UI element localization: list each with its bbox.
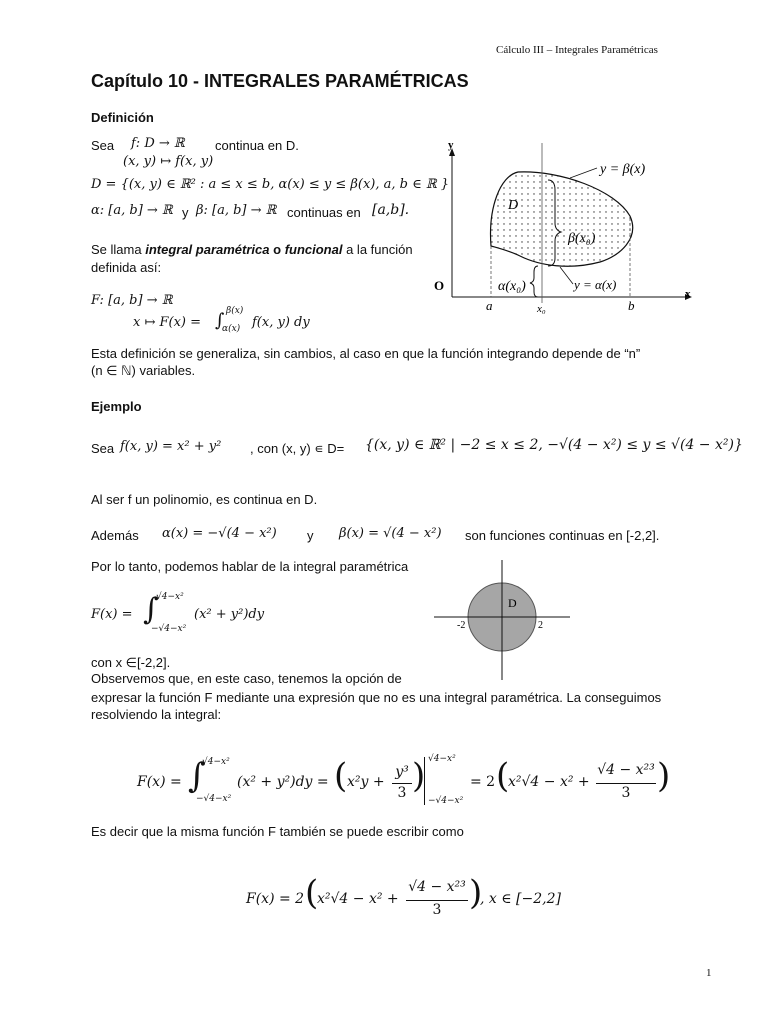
alpha-def: α(x) = −√(4 − x²) bbox=[162, 526, 277, 541]
big-lower: −√4−x² bbox=[196, 794, 232, 804]
a-label: a bbox=[486, 298, 493, 313]
res-frac-bar bbox=[596, 783, 656, 784]
def-para-post: a la función bbox=[346, 242, 413, 257]
y-connector: y bbox=[307, 528, 314, 543]
region-diagram bbox=[430, 138, 710, 318]
big-F-lhs: F(x) = bbox=[137, 774, 182, 790]
big-lparen: ( bbox=[334, 756, 348, 796]
def-alpha-map: α: [a, b] → ℝ bbox=[91, 203, 173, 218]
page-number: 1 bbox=[706, 967, 712, 979]
def-interval: [a,b]. bbox=[372, 202, 410, 218]
beta-x0-label: β(x₀) bbox=[568, 231, 596, 246]
term-funcional: funcional bbox=[284, 242, 343, 257]
def-paragraph bbox=[91, 241, 413, 258]
beta-pointer bbox=[570, 168, 597, 178]
def-sea: Sea bbox=[91, 138, 115, 153]
eval-bar bbox=[424, 757, 425, 805]
F-integrand: f(x, y) dy bbox=[252, 315, 310, 330]
def-continuas: continuas en bbox=[287, 205, 361, 220]
res-num: √4 − x²³ bbox=[597, 762, 655, 778]
F-lower-limit: α(x) bbox=[222, 324, 241, 334]
term-integral-parametrica: integral paramétrica bbox=[145, 242, 270, 257]
big-rparen: ) bbox=[412, 756, 426, 796]
b-label: b bbox=[628, 298, 635, 313]
big-paren-a: x²y + bbox=[347, 774, 385, 790]
ademas: Además bbox=[91, 528, 139, 543]
disk-diagram bbox=[432, 558, 572, 682]
integral-sign: ∫ bbox=[215, 310, 225, 331]
pos2-label: 2 bbox=[538, 620, 543, 631]
obs-line3: resolviendo la integral: bbox=[91, 707, 222, 722]
example-set: {(x, y) ∈ ℝ² | −2 ≤ x ≤ 2, −√(4 − x²) ≤ y ≤ √(4 − x²)} bbox=[365, 437, 743, 453]
y-axis-label: y bbox=[448, 139, 454, 151]
final-a: x²√4 − x² + bbox=[317, 891, 399, 907]
es-decir: Es decir que la misma función F también se puede escribir como bbox=[91, 824, 464, 839]
big-integrand: (x² + y²)dy = bbox=[237, 774, 329, 790]
final-den: 3 bbox=[432, 902, 442, 918]
x-axis-label: x bbox=[685, 288, 691, 300]
big-integral-sign: ∫ bbox=[188, 756, 206, 796]
def-domain: D = {(x, y) ∈ ℝ² : a ≤ x ≤ b, α(x) ≤ y ≤ β(x), a, b ∈ ℝ } bbox=[91, 177, 450, 192]
def-continua: continua en D. bbox=[215, 138, 299, 153]
generalization-line1: Esta definición se generaliza, sin cambios, al caso en que la función integrando depende de “n” bbox=[91, 346, 641, 361]
F-map: F: [a, b] → ℝ bbox=[91, 293, 173, 308]
final-rparen: ) bbox=[469, 873, 483, 913]
example-f: f(x, y) = x² + y² bbox=[120, 439, 222, 454]
def-para-pre: Se llama bbox=[91, 242, 142, 257]
origin-label: O bbox=[434, 278, 445, 293]
obs-line2: expresar la función F mediante una expresión que no es una integral paramétrica. La conseguimos bbox=[91, 690, 662, 705]
big-upper: √4−x² bbox=[202, 757, 230, 767]
alpha-x0-label: α(x₀) bbox=[498, 279, 526, 294]
example-heading: Ejemplo bbox=[91, 399, 142, 414]
beta-def: β(x) = √(4 − x²) bbox=[339, 526, 442, 541]
final-tail: , x ∈ [−2,2] bbox=[480, 891, 561, 907]
eval-lower: −√4−x² bbox=[428, 796, 464, 806]
running-header: Cálculo III – Integrales Paramétricas bbox=[496, 44, 658, 56]
example-sea: Sea bbox=[91, 441, 115, 456]
big-three: 3 bbox=[397, 785, 407, 801]
continuas-text: son funciones continuas en [-2,2]. bbox=[465, 528, 660, 543]
big-y3: y³ bbox=[395, 764, 409, 780]
example-integrand: (x² + y²)dy bbox=[194, 607, 265, 622]
example-lower: −√4−x² bbox=[151, 624, 187, 634]
definition-heading: Definición bbox=[91, 110, 154, 125]
F-def-lhs: x ↦ F(x) = bbox=[133, 315, 202, 330]
res-a: x²√4 − x² + bbox=[508, 774, 590, 790]
alpha-pointer bbox=[560, 267, 573, 284]
def-map: f: D → ℝ bbox=[131, 136, 185, 151]
example-F-lhs: F(x) = bbox=[91, 607, 133, 622]
alpha-curve-label: y = α(x) bbox=[574, 277, 617, 292]
obs-line1: Observemos que, en este caso, tenemos la opción de bbox=[91, 671, 402, 686]
x0-label: x₀ bbox=[537, 303, 546, 315]
F-upper-limit: β(x) bbox=[226, 306, 244, 316]
final-lparen: ( bbox=[305, 873, 319, 913]
def-beta-map: β: [a, b] → ℝ bbox=[196, 203, 277, 218]
example-integral-sign: ∫ bbox=[143, 592, 159, 627]
eval-upper: √4−x² bbox=[428, 754, 456, 764]
final-num: √4 − x²³ bbox=[408, 879, 466, 895]
example-upper: √4−x² bbox=[156, 592, 184, 602]
big-frac-bar bbox=[392, 783, 412, 784]
neg2-label: -2 bbox=[457, 620, 466, 631]
disk-label: D bbox=[508, 596, 517, 610]
res-den: 3 bbox=[621, 785, 631, 801]
por-lo-tanto: Por lo tanto, podemos hablar de la integral paramétrica bbox=[91, 559, 409, 574]
poly-line: Al ser f un polinomio, es continua en D. bbox=[91, 492, 318, 507]
beta-curve-label: y = β(x) bbox=[600, 162, 646, 177]
alpha-brace bbox=[530, 266, 538, 297]
final-lhs: F(x) = 2 bbox=[246, 891, 305, 907]
def-y: y bbox=[182, 205, 189, 220]
res-lparen: ( bbox=[496, 756, 510, 796]
def-para-o: o bbox=[273, 242, 282, 257]
res-rparen: ) bbox=[657, 756, 671, 796]
def-mapsto: (x, y) ↦ f(x, y) bbox=[123, 154, 214, 169]
region-label: D bbox=[508, 198, 519, 213]
region-D bbox=[491, 172, 633, 266]
con-x: con x ∈[-2,2]. bbox=[91, 655, 171, 670]
chapter-title: Capítulo 10 - INTEGRALES PARAMÉTRICAS bbox=[91, 71, 469, 91]
def-para-line2: definida así: bbox=[91, 260, 162, 275]
example-con: , con (x, y) ∊ D= bbox=[250, 441, 345, 456]
generalization-line2: (n ∈ ℕ) variables. bbox=[91, 363, 196, 378]
big-eq2: = 2 bbox=[470, 774, 496, 790]
final-frac-bar bbox=[406, 900, 468, 901]
